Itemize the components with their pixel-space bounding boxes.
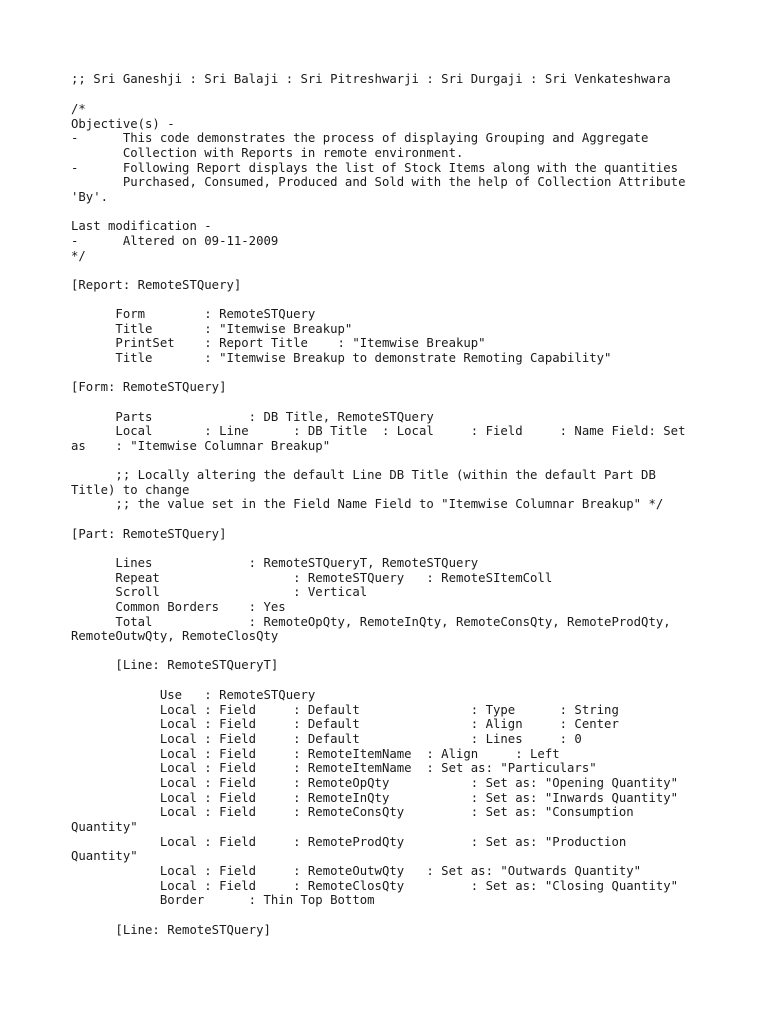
doc-line-22: Title) to change: [71, 483, 190, 497]
doc-line-24: [Part: RemoteSTQuery]: [71, 527, 227, 541]
doc-line-15: PrintSet : Report Title : "Itemwise Breakup": [71, 336, 486, 350]
doc-line-11: */: [71, 249, 86, 263]
doc-line-42: Local : Field : RemoteProdQty : Set as: "Production: [71, 835, 627, 849]
doc-line-35: Local : Field : Default : Lines : 0: [71, 732, 582, 746]
doc-line-34: Local : Field : Default : Align : Center: [71, 717, 619, 731]
doc-line-14: Title : "Itemwise Breakup": [71, 322, 353, 336]
doc-line-9: Last modification -: [71, 219, 212, 233]
doc-line-40: Local : Field : RemoteConsQty : Set as: "Consumption: [71, 805, 634, 819]
doc-line-27: Scroll : Vertical: [71, 585, 368, 599]
doc-line-29: Total : RemoteOpQty, RemoteInQty, RemoteConsQty, RemoteProdQty,: [71, 615, 671, 629]
doc-line-4: - This code demonstrates the process of displaying Grouping and Aggregate: [71, 131, 649, 145]
doc-line-41: Quantity": [71, 820, 138, 834]
doc-line-45: Local : Field : RemoteClosQty : Set as: "Closing Quantity": [71, 879, 679, 893]
doc-line-21: ;; Locally altering the default Line DB Title (within the default Part DB: [71, 468, 656, 482]
doc-line-28: Common Borders : Yes: [71, 600, 286, 614]
doc-line-44: Local : Field : RemoteOutwQty : Set as: "Outwards Quantity": [71, 864, 642, 878]
doc-line-39: Local : Field : RemoteInQty : Set as: "Inwards Quantity": [71, 791, 679, 805]
doc-line-38: Local : Field : RemoteOpQty : Set as: "Opening Quantity": [71, 776, 679, 790]
doc-line-30: RemoteOutwQty, RemoteClosQty: [71, 629, 279, 643]
doc-line-8: 'By'.: [71, 190, 109, 204]
doc-line-46: Border : Thin Top Bottom: [71, 893, 375, 907]
doc-line-33: Local : Field : Default : Type : String: [71, 703, 619, 717]
doc-line-37: Local : Field : RemoteItemName : Set as: "Particulars": [71, 761, 597, 775]
doc-line-47: [Line: RemoteSTQuery]: [71, 923, 271, 937]
doc-line-1: ;; Sri Ganeshji : Sri Balaji : Sri Pitreshwarji : Sri Durgaji : Sri Venkateshwara: [71, 72, 671, 86]
doc-line-26: Repeat : RemoteSTQuery : RemoteSItemColl: [71, 571, 553, 585]
doc-line-31: [Line: RemoteSTQueryT]: [71, 658, 279, 672]
doc-line-20: as : "Itemwise Columnar Breakup": [71, 439, 331, 453]
doc-line-23: ;; the value set in the Field Name Field to "Itemwise Columnar Breakup" */: [71, 497, 664, 511]
doc-line-6: - Following Report displays the list of Stock Items along with the quantities: [71, 161, 679, 175]
doc-line-18: Parts : DB Title, RemoteSTQuery: [71, 410, 434, 424]
doc-line-5: Collection with Reports in remote environment.: [71, 146, 464, 160]
doc-line-19: Local : Line : DB Title : Local : Field : Name Field: Set: [71, 424, 686, 438]
doc-line-36: Local : Field : RemoteItemName : Align : Left: [71, 747, 560, 761]
doc-line-2: /*: [71, 102, 86, 116]
doc-line-10: - Altered on 09-11-2009: [71, 234, 279, 248]
doc-line-13: Form : RemoteSTQuery: [71, 307, 316, 321]
doc-line-32: Use : RemoteSTQuery: [71, 688, 316, 702]
doc-line-3: Objective(s) -: [71, 117, 175, 131]
doc-line-7: Purchased, Consumed, Produced and Sold with the help of Collection Attribute: [71, 175, 686, 189]
doc-line-12: [Report: RemoteSTQuery]: [71, 278, 242, 292]
doc-line-17: [Form: RemoteSTQuery]: [71, 380, 227, 394]
doc-line-25: Lines : RemoteSTQueryT, RemoteSTQuery: [71, 556, 479, 570]
doc-line-43: Quantity": [71, 849, 138, 863]
doc-line-16: Title : "Itemwise Breakup to demonstrate Remoting Capability": [71, 351, 612, 365]
